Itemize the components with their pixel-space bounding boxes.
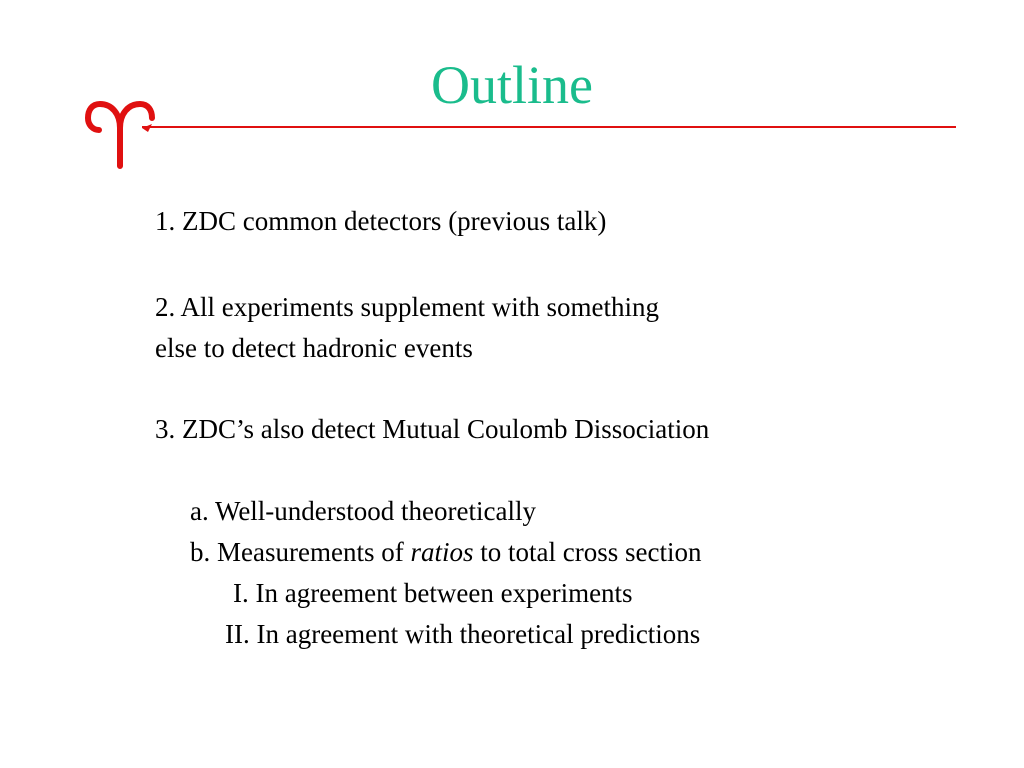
subitem-b-prefix: b. Measurements of [190,537,411,567]
outline-subitem-b [190,536,701,568]
outline-subitem-b-i: I. In agreement between experiments [233,578,633,608]
outline-item-3: 3. ZDC’s also detect Mutual Coulomb Dissociation [155,414,710,444]
title-rule [142,126,956,128]
outline-item-2-line-1: 2. All experiments supplement with something [155,292,659,322]
subitem-b-suffix: to total cross section [473,537,702,567]
outline-item-2-line-2: else to detect hadronic events [155,333,473,363]
outline-item-1: 1. ZDC common detectors (previous talk) [155,206,607,236]
outline-subitem-a: a. Well-understood theoretically [190,496,536,526]
subitem-b-emphasis: ratios [410,537,474,567]
slide-title: Outline [431,55,593,115]
outline-subitem-b-ii: II. In agreement with theoretical predictions [225,619,701,649]
